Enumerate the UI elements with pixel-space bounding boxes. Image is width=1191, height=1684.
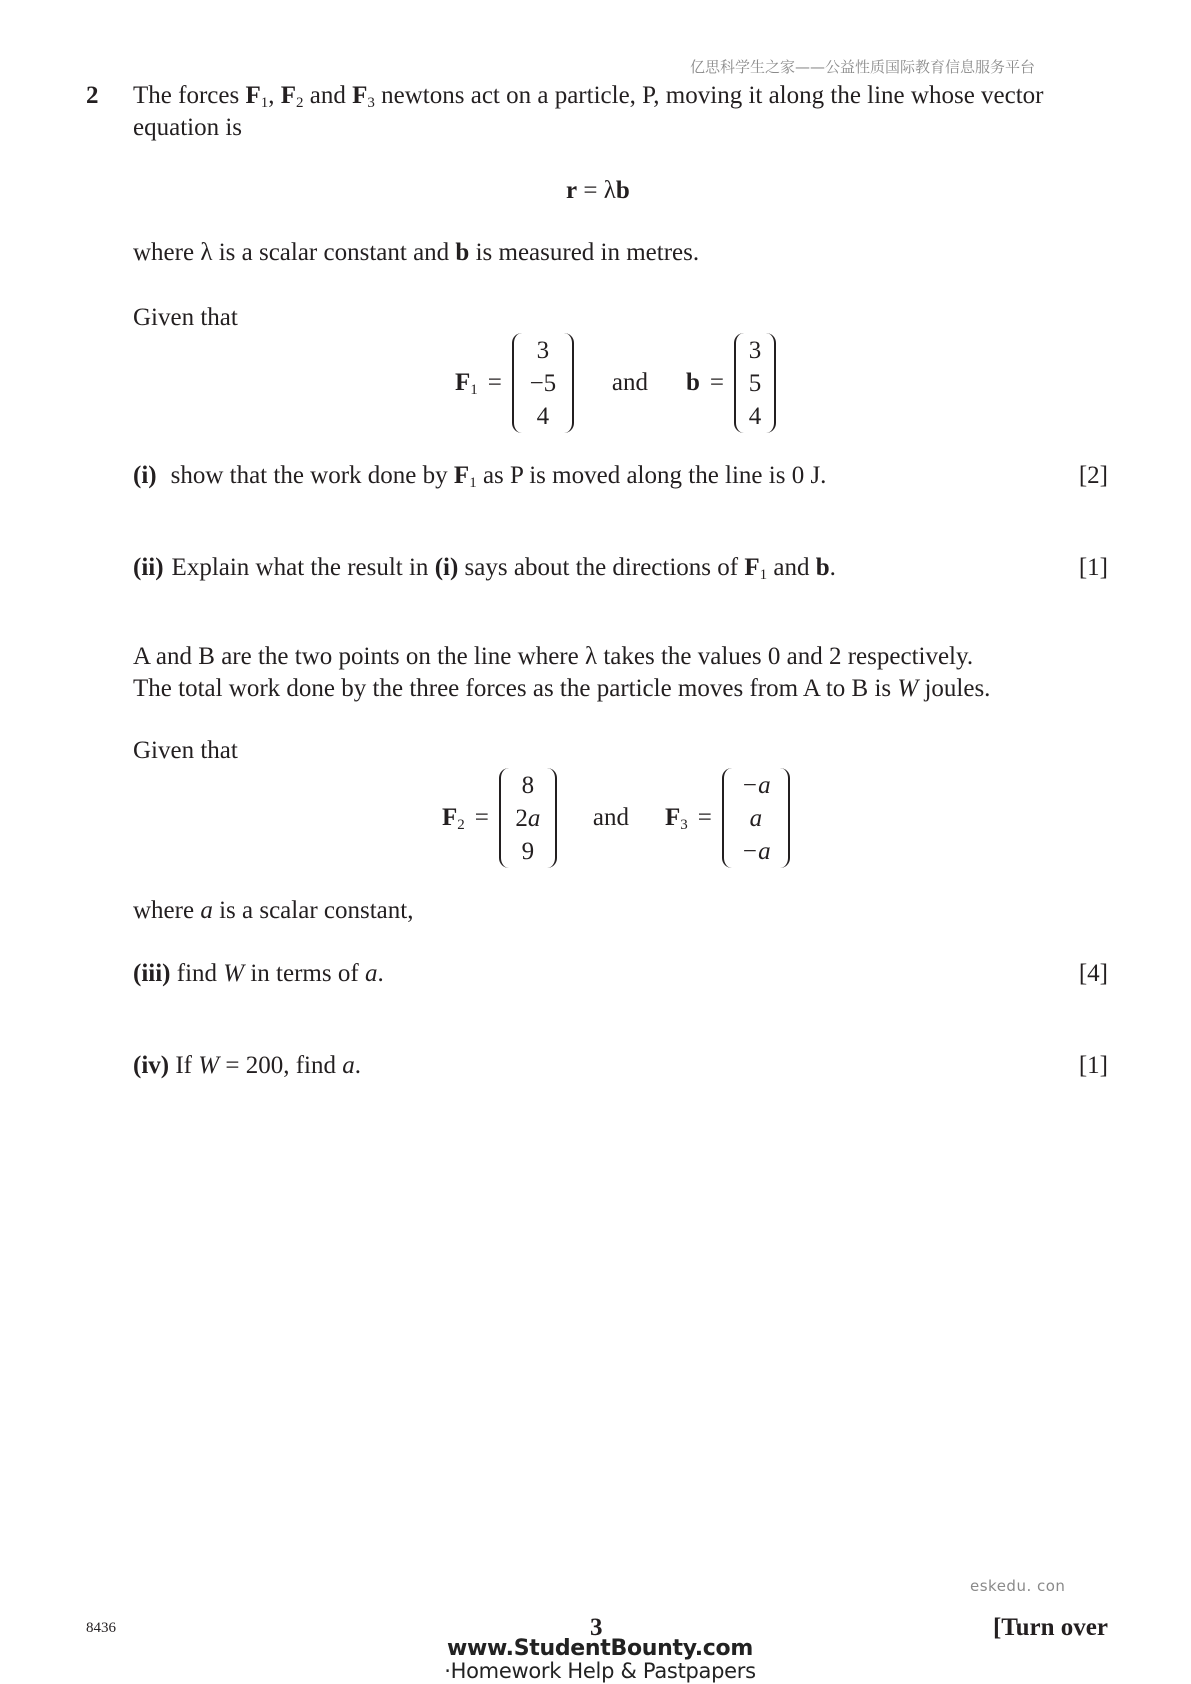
part-iii: (iii) find W in terms of a. (133, 960, 384, 987)
matrix-row-1: $F_1$ = 3 −5 4 and b = 3 5 4 (455, 333, 776, 433)
where-lambda-line: where λ is a scalar constant and b is measured in metres. (133, 239, 700, 266)
b-label: b (686, 369, 700, 396)
f2-label: $F_2$ (442, 804, 465, 833)
turn-over: [Turn over (992, 1614, 1108, 1641)
ab-line-1: A and B are the two points on the line where λ takes the values 0 and 2 respectively. (133, 643, 974, 670)
left-paren (499, 768, 511, 868)
logo-line-1: www.StudentBounty.com (447, 1636, 753, 1661)
marks-part-iv: [1] (1078, 1052, 1108, 1079)
question-number: 2 (86, 82, 99, 109)
part-ii: (ii) Explain what the result in (i) says about the directions of $F_1$ and b. (133, 554, 836, 583)
marks-part-iii: [4] (1078, 960, 1108, 987)
right-paren (562, 333, 574, 433)
footer-watermark: eskedu. con (970, 1577, 1066, 1595)
header-watermark: 亿思科学生之家——公益性质国际教育信息服务平台 (690, 58, 1036, 76)
logo-line-2: ·Homework Help & Pastpapers (444, 1659, 756, 1683)
matrix-row-2: $F_2$ = 8 2a 9 and $F_3$ = −a a −a (442, 768, 790, 868)
marks-part-i: [2] (1078, 462, 1108, 489)
studentbounty-logo (440, 1638, 760, 1682)
and-word: and (592, 804, 629, 831)
left-paren (734, 333, 746, 433)
line-equation: r = λb (566, 177, 630, 204)
f2-vector: 8 2a 9 (515, 771, 541, 865)
f3-vector: −a a −a (741, 771, 771, 865)
intro-line-1: The forces $F_1$, $F_2$ and $F_3$ newtons act on a particle, P, moving it along the line whose vector (133, 82, 1044, 111)
right-paren (778, 768, 790, 868)
part-iv: (iv) If W = 200, find a. (133, 1052, 361, 1079)
left-paren (512, 333, 524, 433)
left-paren (722, 768, 734, 868)
f1-vector: 3 −5 4 (529, 336, 557, 430)
given-that-1: Given that (133, 304, 238, 331)
and-word: and (611, 369, 648, 396)
right-paren (764, 333, 776, 433)
intro-line-2: equation is (133, 114, 243, 141)
f1-label: $F_1$ (455, 369, 478, 398)
b-vector: 3 5 4 (748, 336, 762, 430)
ab-line-2: The total work done by the three forces as the particle moves from A to B is W joules. (133, 675, 991, 702)
part-i: (i) show that the work done by $F_1$ as P is moved along the line is 0 J. (133, 462, 827, 491)
given-that-2: Given that (133, 737, 238, 764)
where-a-line: where a is a scalar constant, (133, 897, 414, 924)
paper-code: 8436 (86, 1620, 116, 1636)
marks-part-ii: [1] (1078, 554, 1108, 581)
right-paren (545, 768, 557, 868)
f3-label: $F_3$ (665, 804, 688, 833)
page-number: 3 (590, 1614, 603, 1641)
